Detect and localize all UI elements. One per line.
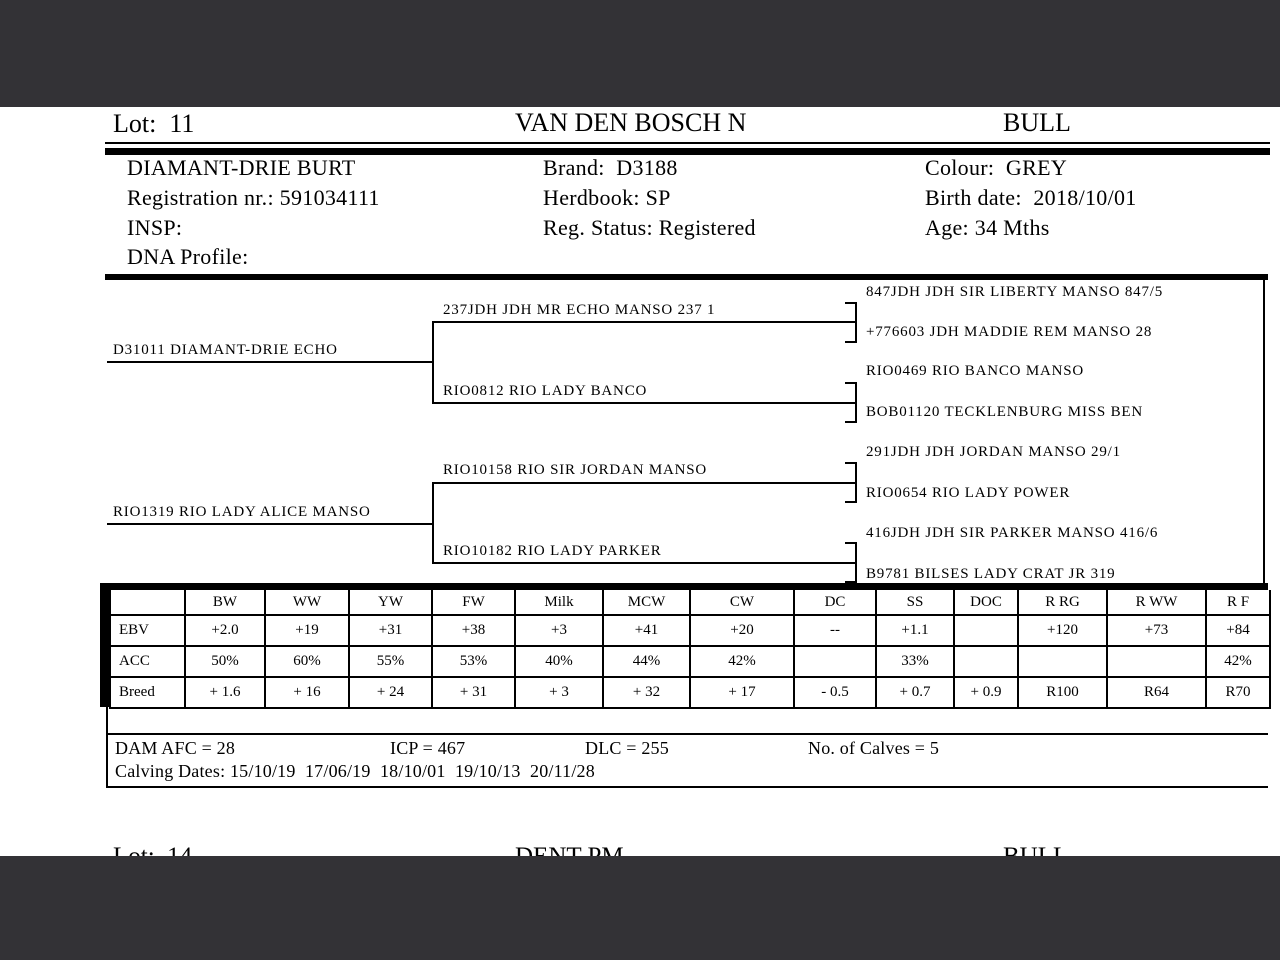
ebv-cell: +84 [1206,615,1270,646]
col-header: SS [876,590,954,615]
pedigree-connector-line [432,482,857,484]
dam-box-left-border [106,707,108,788]
viewer-top-bar [0,0,1280,107]
acc-cell: 40% [515,646,603,677]
owner-name: VAN DEN BOSCH N [515,108,747,137]
pedigree-connector-line [845,382,857,384]
pedigree-ggp-3: RIO0469 RIO BANCO MANSO [866,363,1084,379]
dna-profile-field: DNA Profile: [127,244,249,269]
col-header: YW [349,590,432,615]
pedigree-connector-line [432,321,857,323]
age-field: Age: 34 Mths [925,215,1050,240]
acc-cell [794,646,876,677]
dam-icp: ICP = 467 [390,738,466,758]
breed-cell: - 0.5 [794,677,876,708]
pedigree-connector-line [845,501,857,503]
pedigree-ggp-6: RIO0654 RIO LADY POWER [866,485,1071,501]
pedigree-dam-sire: RIO10158 RIO SIR JORDAN MANSO [443,462,708,478]
pedigree-connector-line [845,462,857,464]
breed-cell: + 1.6 [185,677,265,708]
ebv-table-header-row [110,590,1270,615]
dam-afc: DAM AFC = 28 [115,738,236,758]
col-header: CW [690,590,794,615]
colour-field: Colour: GREY [925,155,1068,180]
acc-cell [1018,646,1107,677]
ebv-cell: +31 [349,615,432,646]
pedigree-connector-line [107,523,432,525]
breed-cell: + 0.7 [876,677,954,708]
acc-cell: 50% [185,646,265,677]
pedigree-connector-line [855,302,857,343]
table-top-thick-rule [100,583,1268,590]
ebv-cell: +120 [1018,615,1107,646]
ebv-cell: +38 [432,615,515,646]
acc-cell: 44% [603,646,690,677]
acc-cell: 53% [432,646,515,677]
pedigree-connector-line [855,542,857,583]
col-header: DC [794,590,876,615]
row-label: Breed [110,677,185,708]
col-header [110,590,185,615]
pedigree-connector-line [432,321,434,404]
col-header: R F [1206,590,1270,615]
pedigree-sire: D31011 DIAMANT-DRIE ECHO [113,342,338,358]
pedigree-connector-line [432,562,857,564]
breed-cell: + 32 [603,677,690,708]
pedigree-ggp-4: BOB01120 TECKLENBURG MISS BEN [866,404,1143,420]
ebv-cell [954,615,1018,646]
pedigree-sire-sire: 237JDH JDH MR ECHO MANSO 237 1 [443,302,716,318]
pedigree-ggp-8: B9781 BILSES LADY CRAT JR 319 [866,566,1116,582]
dam-calves-count: No. of Calves = 5 [808,738,940,758]
ebv-cell: +19 [265,615,349,646]
viewer-bottom-bar [0,856,1280,960]
pedigree-connector-line [855,462,857,503]
table-left-thick-bar [100,583,109,707]
brand-field: Brand: D3188 [543,155,678,180]
col-header: DOC [954,590,1018,615]
acc-cell [1107,646,1206,677]
col-header: R WW [1107,590,1206,615]
registration-number: Registration nr.: 591034111 [127,185,380,210]
pedigree-sire-dam: RIO0812 RIO LADY BANCO [443,383,648,399]
pedigree-connector-line [845,341,857,343]
pedigree-connector-line [845,302,857,304]
acc-cell: 42% [1206,646,1270,677]
acc-cell: 60% [265,646,349,677]
ebv-table [109,590,1271,709]
breed-row [110,677,1270,708]
section-thick-rule [105,274,1268,280]
reg-status-field: Reg. Status: Registered [543,215,756,240]
pedigree-connector-line [432,402,857,404]
col-header: FW [432,590,515,615]
acc-row [110,646,1270,677]
dam-calving-dates: Calving Dates: 15/10/19 17/06/19 18/10/01 19/10/13 20/11/28 [115,761,595,781]
breed-cell: + 3 [515,677,603,708]
row-label: ACC [110,646,185,677]
header-thick-rule [105,148,1270,155]
pedigree-ggp-7: 416JDH JDH SIR PARKER MANSO 416/6 [866,525,1159,541]
pedigree-connector-line [855,382,857,423]
breed-cell: + 16 [265,677,349,708]
col-header: MCW [603,590,690,615]
pedigree-connector-line [432,482,434,564]
breed-cell: + 24 [349,677,432,708]
acc-cell [954,646,1018,677]
col-header: BW [185,590,265,615]
breed-cell: + 0.9 [954,677,1018,708]
lot-number: Lot: 11 [113,109,195,138]
dam-dlc: DLC = 255 [585,738,669,758]
ebv-cell: +1.1 [876,615,954,646]
col-header: R RG [1018,590,1107,615]
ebv-row [110,615,1270,646]
ebv-cell: +41 [603,615,690,646]
insp-field: INSP: [127,215,183,240]
col-header: Milk [515,590,603,615]
col-header: WW [265,590,349,615]
ebv-cell: +3 [515,615,603,646]
herdbook-field: Herdbook: SP [543,185,671,210]
pedigree-ggp-5: 291JDH JDH JORDAN MANSO 29/1 [866,444,1121,460]
birth-date-field: Birth date: 2018/10/01 [925,185,1137,210]
ebv-cell: -- [794,615,876,646]
animal-name: DIAMANT-DRIE BURT [127,155,356,180]
breed-cell: R100 [1018,677,1107,708]
breed-cell: R64 [1107,677,1206,708]
acc-cell: 42% [690,646,794,677]
pedigree-ggp-2: +776603 JDH MADDIE REM MANSO 28 [866,324,1153,340]
pedigree-connector-line [107,361,432,363]
breed-cell: + 17 [690,677,794,708]
pedigree-dam-dam: RIO10182 RIO LADY PARKER [443,543,662,559]
ebv-cell: +2.0 [185,615,265,646]
pedigree-connector-line [845,421,857,423]
pedigree-connector-line [845,542,857,544]
breed-cell: + 31 [432,677,515,708]
dam-box-top-border [106,733,1268,735]
header-thin-rule [105,142,1270,144]
acc-cell: 55% [349,646,432,677]
ebv-cell: +73 [1107,615,1206,646]
pedigree-ggp-1: 847JDH JDH SIR LIBERTY MANSO 847/5 [866,284,1164,300]
dam-box-bottom-border [106,786,1268,788]
acc-cell: 33% [876,646,954,677]
breed-cell: R70 [1206,677,1270,708]
row-label: EBV [110,615,185,646]
ebv-cell: +20 [690,615,794,646]
pedigree-dam: RIO1319 RIO LADY ALICE MANSO [113,504,371,520]
pedigree-right-border [1263,280,1265,585]
animal-type: BULL [1003,108,1071,137]
